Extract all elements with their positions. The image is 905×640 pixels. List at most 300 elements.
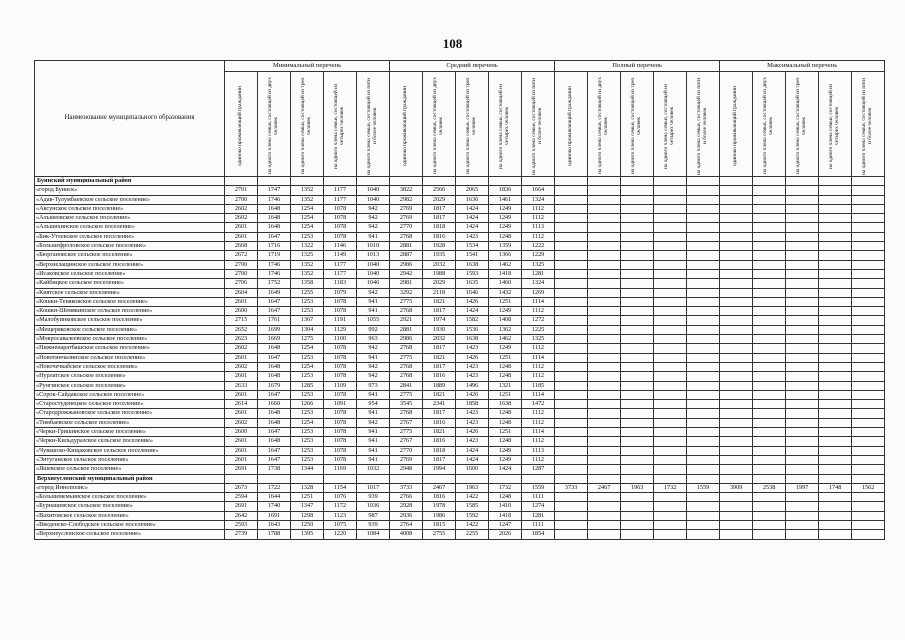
value-cell	[753, 409, 786, 418]
value-cell	[753, 204, 786, 213]
value-cell	[852, 502, 885, 511]
municipality-name: «Малобуинковское сельское поселение»	[35, 316, 225, 325]
value-cell: 2768	[390, 344, 423, 353]
value-cell	[687, 530, 720, 539]
section-title: Буинский муниципальный район	[35, 177, 225, 186]
value-cell	[654, 418, 687, 427]
value-cell	[720, 520, 753, 529]
value-cell	[588, 288, 621, 297]
value-cell: 1636	[456, 195, 489, 204]
value-cell: 2032	[423, 260, 456, 269]
value-cell	[852, 214, 885, 223]
empty-cell	[555, 474, 588, 483]
value-cell: 1418	[489, 269, 522, 278]
empty-cell	[390, 474, 423, 483]
value-cell: 941	[357, 297, 390, 306]
value-cell: 1748	[819, 483, 852, 492]
value-cell: 2467	[588, 483, 621, 492]
table-row	[35, 465, 885, 474]
value-cell: 1410	[489, 502, 522, 511]
municipality-name: «Альшеевское сельское поселение»	[35, 214, 225, 223]
value-cell: 2775	[390, 353, 423, 362]
value-cell	[720, 465, 753, 474]
value-cell: 1821	[423, 428, 456, 437]
value-cell	[555, 493, 588, 502]
empty-cell	[258, 177, 291, 186]
value-cell	[654, 186, 687, 195]
value-cell	[621, 279, 654, 288]
table-row	[35, 316, 885, 325]
value-cell: 2594	[225, 493, 258, 502]
value-cell	[852, 511, 885, 520]
value-cell	[852, 353, 885, 362]
value-cell	[720, 437, 753, 446]
value-cell: 1113	[522, 446, 555, 455]
municipality-name: «Аксунское сельское поселение»	[35, 204, 225, 213]
value-cell: 1395	[291, 530, 324, 539]
value-cell	[819, 279, 852, 288]
value-cell	[720, 316, 753, 325]
sub-column-header: на одного члена семьи, состоящей из трех человек	[291, 72, 324, 177]
value-cell	[555, 269, 588, 278]
value-cell: 1078	[324, 214, 357, 223]
value-cell: 1638	[456, 260, 489, 269]
value-cell	[819, 353, 852, 362]
value-cell	[819, 335, 852, 344]
value-cell: 1251	[489, 390, 522, 399]
empty-cell	[588, 474, 621, 483]
value-cell: 1112	[522, 214, 555, 223]
value-cell: 1253	[291, 353, 324, 362]
value-cell	[555, 297, 588, 306]
value-cell	[687, 307, 720, 316]
empty-cell	[687, 474, 720, 483]
value-cell	[621, 372, 654, 381]
value-cell: 1423	[456, 372, 489, 381]
value-cell: 1816	[423, 372, 456, 381]
value-cell: 942	[357, 204, 390, 213]
value-cell: 1249	[489, 344, 522, 353]
value-cell: 1426	[456, 390, 489, 399]
value-cell	[786, 232, 819, 241]
value-cell: 1963	[621, 483, 654, 492]
value-cell: 1253	[291, 297, 324, 306]
value-cell: 2921	[390, 316, 423, 325]
empty-cell	[720, 177, 753, 186]
value-cell: 1075	[324, 520, 357, 529]
empty-cell	[819, 474, 852, 483]
value-cell: 1251	[489, 297, 522, 306]
value-cell	[852, 297, 885, 306]
empty-cell	[357, 474, 390, 483]
value-cell: 1177	[324, 260, 357, 269]
empty-cell	[555, 177, 588, 186]
value-cell: 2691	[225, 465, 258, 474]
value-cell: 1078	[324, 372, 357, 381]
table-row	[35, 279, 885, 288]
value-cell	[852, 409, 885, 418]
value-cell	[720, 195, 753, 204]
value-cell: 2700	[225, 195, 258, 204]
value-cell: 1600	[456, 465, 489, 474]
value-cell: 1040	[357, 186, 390, 195]
value-cell	[720, 493, 753, 502]
sub-column-header: на одного члена семьи, состоящей из трех человек	[456, 72, 489, 177]
value-cell: 1816	[423, 232, 456, 241]
value-cell: 2602	[225, 362, 258, 371]
value-cell: 1285	[291, 381, 324, 390]
value-cell	[852, 335, 885, 344]
empty-cell	[753, 474, 786, 483]
value-cell	[687, 455, 720, 464]
municipality-name: «Верхнеуслонское сельское поселение»	[35, 530, 225, 539]
value-cell: 1112	[522, 362, 555, 371]
value-cell	[819, 214, 852, 223]
value-cell: 3733	[390, 483, 423, 492]
value-cell: 1275	[291, 335, 324, 344]
table-row	[35, 483, 885, 492]
value-cell: 1648	[258, 214, 291, 223]
value-cell: 2600	[225, 307, 258, 316]
municipality-name: «Энтуганское сельское поселение»	[35, 455, 225, 464]
value-cell: 2986	[390, 335, 423, 344]
value-cell: 2601	[225, 297, 258, 306]
value-cell: 1644	[258, 493, 291, 502]
value-cell: 1254	[291, 362, 324, 371]
value-cell	[753, 362, 786, 371]
value-cell	[555, 530, 588, 539]
value-cell: 1325	[522, 335, 555, 344]
value-cell: 1078	[324, 353, 357, 362]
value-cell: 1017	[357, 483, 390, 492]
value-cell	[852, 223, 885, 232]
value-cell: 2936	[390, 511, 423, 520]
value-cell: 2566	[423, 186, 456, 195]
value-cell	[621, 316, 654, 325]
value-cell	[588, 400, 621, 409]
value-cell: 2701	[225, 186, 258, 195]
value-cell	[852, 186, 885, 195]
value-cell	[786, 511, 819, 520]
value-cell	[786, 242, 819, 251]
table-row	[35, 353, 885, 362]
municipality-name: «Кошки-Теняковское сельское поселение»	[35, 297, 225, 306]
value-cell	[621, 390, 654, 399]
value-cell: 1974	[423, 316, 456, 325]
value-cell	[654, 344, 687, 353]
value-cell: 1585	[456, 502, 489, 511]
value-cell	[753, 186, 786, 195]
value-cell	[720, 269, 753, 278]
value-cell	[720, 335, 753, 344]
sub-column-header: на одного члена семьи, состоящей из пяти и более человек	[522, 72, 555, 177]
value-cell	[720, 530, 753, 539]
value-cell: 1177	[324, 269, 357, 278]
value-cell: 1254	[291, 344, 324, 353]
value-cell	[786, 381, 819, 390]
value-cell	[819, 316, 852, 325]
value-cell	[555, 409, 588, 418]
value-cell	[687, 269, 720, 278]
value-cell: 1997	[786, 483, 819, 492]
value-cell	[555, 511, 588, 520]
value-cell	[786, 530, 819, 539]
value-cell	[555, 502, 588, 511]
municipality-name: «Кошки-Шемякинское сельское поселение»	[35, 307, 225, 316]
value-cell	[852, 465, 885, 474]
value-cell	[621, 428, 654, 437]
value-cell: 2766	[390, 493, 423, 502]
value-cell: 1740	[258, 502, 291, 511]
value-cell	[687, 428, 720, 437]
value-cell	[621, 288, 654, 297]
municipality-name: «город Иннополис»	[35, 483, 225, 492]
value-cell: 1424	[456, 455, 489, 464]
value-cell: 3545	[390, 400, 423, 409]
value-cell	[588, 186, 621, 195]
empty-cell	[456, 474, 489, 483]
value-cell: 1648	[258, 362, 291, 371]
value-cell: 3822	[390, 186, 423, 195]
value-cell: 1112	[522, 204, 555, 213]
value-cell	[819, 260, 852, 269]
municipality-name: «Мокросавалеевское сельское поселение»	[35, 335, 225, 344]
value-cell: 2715	[225, 316, 258, 325]
value-cell: 2602	[225, 214, 258, 223]
value-cell	[687, 418, 720, 427]
value-cell: 1408	[489, 316, 522, 325]
value-cell: 1593	[456, 269, 489, 278]
municipality-name: «Сорок-Сайдакское сельское поселение»	[35, 390, 225, 399]
value-cell: 1149	[324, 251, 357, 260]
value-cell	[621, 214, 654, 223]
value-cell: 1112	[522, 232, 555, 241]
value-cell	[588, 260, 621, 269]
value-cell: 1988	[423, 269, 456, 278]
value-cell: 1078	[324, 390, 357, 399]
value-cell	[687, 344, 720, 353]
value-cell	[621, 493, 654, 502]
value-cell: 1249	[489, 446, 522, 455]
value-cell: 2601	[225, 455, 258, 464]
value-cell	[753, 335, 786, 344]
value-cell	[852, 307, 885, 316]
value-cell	[786, 390, 819, 399]
value-cell: 1994	[423, 465, 456, 474]
value-cell: 2602	[225, 344, 258, 353]
value-cell: 1112	[522, 372, 555, 381]
value-cell: 1055	[357, 316, 390, 325]
value-cell	[720, 325, 753, 334]
value-cell	[687, 223, 720, 232]
value-cell	[654, 251, 687, 260]
value-cell: 1935	[423, 251, 456, 260]
value-cell	[654, 455, 687, 464]
value-cell: 1078	[324, 446, 357, 455]
value-cell	[555, 465, 588, 474]
value-cell: 2652	[225, 325, 258, 334]
value-cell	[786, 288, 819, 297]
empty-cell	[720, 474, 753, 483]
value-cell: 1352	[291, 260, 324, 269]
value-cell	[687, 242, 720, 251]
value-cell: 2767	[390, 418, 423, 427]
value-cell	[621, 204, 654, 213]
value-cell: 2601	[225, 437, 258, 446]
value-cell	[720, 344, 753, 353]
municipality-name: «город Буинск»	[35, 186, 225, 195]
value-cell: 1747	[258, 186, 291, 195]
value-cell: 1078	[324, 362, 357, 371]
value-cell: 4008	[390, 530, 423, 539]
municipality-name: «Нижненаратбашское сельское поселение»	[35, 344, 225, 353]
empty-cell	[621, 474, 654, 483]
value-cell: 1129	[324, 325, 357, 334]
value-cell	[654, 437, 687, 446]
value-cell	[786, 493, 819, 502]
value-cell	[819, 269, 852, 278]
value-cell	[555, 214, 588, 223]
value-cell	[654, 214, 687, 223]
value-cell	[819, 493, 852, 502]
value-cell	[720, 372, 753, 381]
value-cell	[687, 437, 720, 446]
value-cell: 1154	[324, 483, 357, 492]
value-cell	[621, 335, 654, 344]
value-cell: 1858	[456, 400, 489, 409]
value-cell: 2255	[456, 530, 489, 539]
value-cell: 1496	[456, 381, 489, 390]
table-row	[35, 446, 885, 455]
sub-column-header: на одного члена семьи, состоящей из двух человек	[753, 72, 786, 177]
value-cell	[753, 260, 786, 269]
value-cell: 1462	[489, 335, 522, 344]
value-cell: 2755	[423, 530, 456, 539]
value-cell	[753, 446, 786, 455]
value-cell	[786, 335, 819, 344]
value-cell	[786, 400, 819, 409]
value-cell: 1691	[258, 511, 291, 520]
value-cell: 1253	[291, 446, 324, 455]
municipality-name: «Вахитовское сельское поселение»	[35, 511, 225, 520]
value-cell	[588, 325, 621, 334]
value-cell: 3292	[390, 288, 423, 297]
value-cell	[621, 344, 654, 353]
value-cell	[753, 390, 786, 399]
value-cell: 941	[357, 390, 390, 399]
value-cell: 1648	[258, 344, 291, 353]
value-cell	[621, 409, 654, 418]
value-cell	[687, 297, 720, 306]
value-cell	[687, 335, 720, 344]
value-cell: 1664	[522, 186, 555, 195]
value-cell	[720, 260, 753, 269]
section-row	[35, 177, 885, 186]
value-cell: 2928	[390, 502, 423, 511]
sub-column-header: на одного члена семьи, состоящей из четырех человек	[654, 72, 687, 177]
value-cell	[687, 511, 720, 520]
value-cell	[786, 455, 819, 464]
sub-column-header: одиноко проживающий гражданин	[225, 72, 258, 177]
value-cell	[720, 214, 753, 223]
value-cell	[588, 502, 621, 511]
value-cell	[654, 428, 687, 437]
value-cell: 1322	[291, 242, 324, 251]
value-cell	[687, 409, 720, 418]
value-cell: 1112	[522, 307, 555, 316]
value-cell: 1185	[522, 381, 555, 390]
value-cell	[555, 400, 588, 409]
value-cell	[852, 418, 885, 427]
value-cell: 941	[357, 428, 390, 437]
value-cell: 1253	[291, 437, 324, 446]
value-cell: 941	[357, 232, 390, 241]
value-cell: 1347	[291, 502, 324, 511]
value-cell	[588, 335, 621, 344]
value-cell: 1761	[258, 316, 291, 325]
value-cell	[588, 418, 621, 427]
value-cell	[819, 455, 852, 464]
value-cell	[555, 307, 588, 316]
value-cell: 1249	[489, 204, 522, 213]
value-cell: 2768	[390, 409, 423, 418]
empty-cell	[786, 474, 819, 483]
table-row	[35, 251, 885, 260]
value-cell	[621, 502, 654, 511]
sub-column-header: на одного члена семьи, состоящей из четырех человек	[324, 72, 357, 177]
value-cell	[819, 390, 852, 399]
value-cell: 2775	[390, 297, 423, 306]
empty-cell	[423, 177, 456, 186]
value-cell	[588, 279, 621, 288]
value-cell: 1344	[291, 465, 324, 474]
value-cell	[819, 297, 852, 306]
value-cell	[588, 511, 621, 520]
municipality-name: «Киятское сельское поселение»	[35, 288, 225, 297]
value-cell	[819, 195, 852, 204]
value-cell	[555, 344, 588, 353]
value-cell	[852, 204, 885, 213]
value-cell: 1424	[456, 307, 489, 316]
value-cell: 1304	[291, 325, 324, 334]
value-cell	[720, 223, 753, 232]
value-cell: 1366	[489, 251, 522, 260]
value-cell: 987	[357, 511, 390, 520]
value-cell: 2775	[390, 428, 423, 437]
value-cell: 2887	[390, 251, 423, 260]
value-cell	[819, 362, 852, 371]
value-cell	[588, 381, 621, 390]
value-cell	[786, 409, 819, 418]
value-cell: 2739	[225, 530, 258, 539]
value-cell	[753, 223, 786, 232]
sub-column-header: на одного члена семьи, состоящей из двух человек	[258, 72, 291, 177]
value-cell	[654, 381, 687, 390]
value-cell: 2642	[225, 511, 258, 520]
value-cell: 1112	[522, 418, 555, 427]
value-cell: 1281	[522, 269, 555, 278]
value-cell	[753, 214, 786, 223]
value-cell	[753, 344, 786, 353]
sub-column-header: на одного члена семьи, состоящей из четырех человек	[489, 72, 522, 177]
value-cell	[687, 288, 720, 297]
value-cell: 1648	[258, 372, 291, 381]
value-cell	[720, 502, 753, 511]
value-cell: 1321	[489, 381, 522, 390]
value-cell: 1172	[324, 502, 357, 511]
value-cell	[720, 279, 753, 288]
value-cell: 1928	[423, 242, 456, 251]
